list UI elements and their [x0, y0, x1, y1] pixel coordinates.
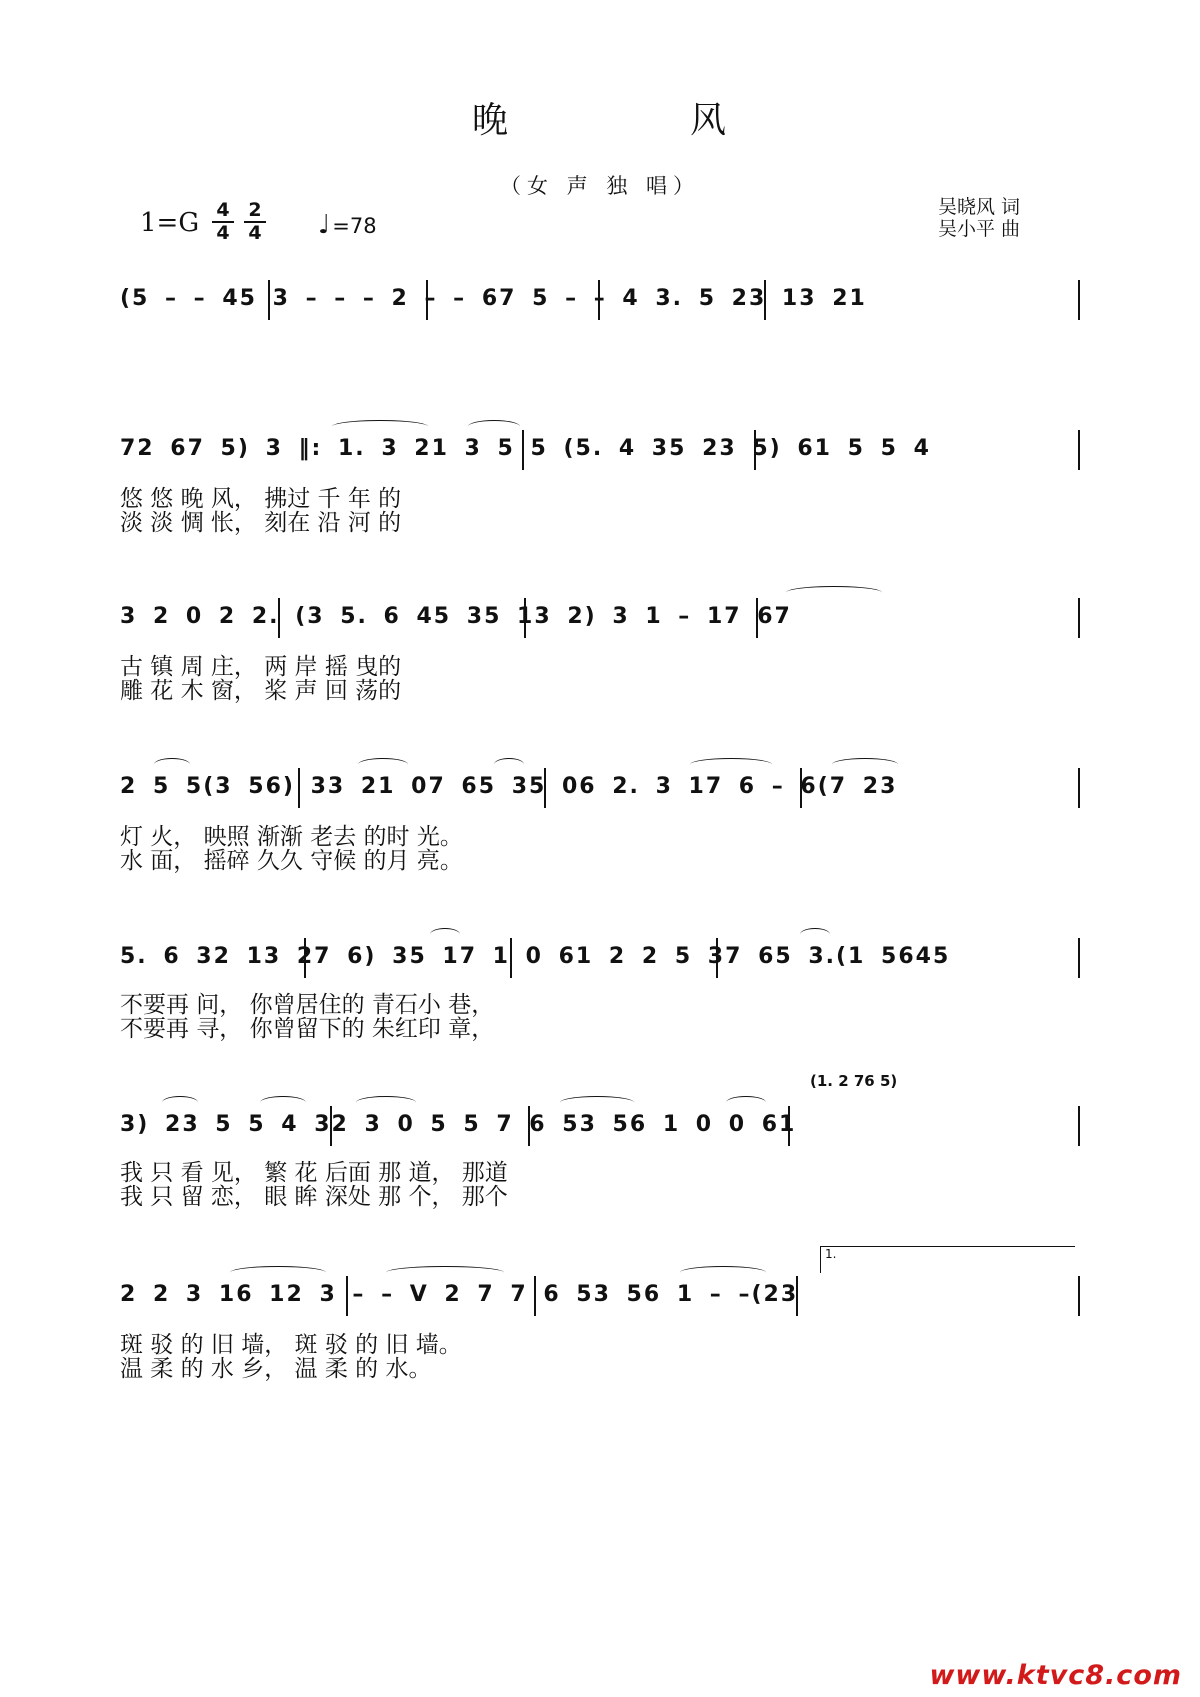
title-char-2: 风: [690, 100, 729, 141]
song-subtitle: （女 声 独 唱）: [499, 174, 701, 198]
site-watermark: www.ktvc8.com: [929, 1660, 1182, 1691]
time-signature-1: [212, 200, 234, 244]
barline: [278, 598, 280, 638]
slur: [832, 758, 898, 771]
notation-line: 5. 6 32 13 27 6) 35 17 1 0 61 2 2 5 37 65 3.(1 5645: [120, 944, 951, 969]
barline: [1078, 430, 1080, 470]
slur: [430, 928, 460, 941]
slur: [726, 1096, 766, 1109]
barline: [598, 280, 600, 320]
notation-line: 2 5 5(3 56) 33 21 07 65 35 06 2. 3 17 6 – 6(7 23: [120, 774, 898, 799]
optional-passage: (1. 2 76 5): [810, 1072, 898, 1090]
slur: [560, 1096, 634, 1109]
barline: [304, 938, 306, 978]
lyrics-verse-1: 悠 悠 晚 风， 拂过 千 年 的: [120, 486, 402, 512]
barline: [1078, 280, 1080, 320]
lyrics-verse-2: 淡 淡 惆 怅， 刻在 沿 河 的: [120, 510, 402, 536]
barline: [1078, 598, 1080, 638]
barline: [1078, 768, 1080, 808]
time2-denominator: 4: [244, 221, 266, 244]
barline: [788, 1106, 790, 1146]
slur: [386, 1266, 504, 1279]
barline: [1078, 1106, 1080, 1146]
quarter-note-icon: ♩: [318, 210, 331, 240]
slur: [162, 1096, 198, 1109]
barline: [796, 1276, 798, 1316]
notation-line: 3 2 0 2 2. (3 5. 6 45 35 13 2) 3 1 – 17 67: [120, 604, 792, 629]
barline: [528, 1106, 530, 1146]
slur: [154, 758, 190, 771]
lyrics-verse-1: 我 只 看 见， 繁 花 后面 那 道， 那道: [120, 1160, 508, 1186]
title-char-1: 晚: [471, 100, 510, 141]
barline: [756, 598, 758, 638]
song-title: [0, 92, 1200, 143]
barline: [346, 1276, 348, 1316]
barline: [800, 768, 802, 808]
slur: [800, 928, 830, 941]
slur: [230, 1266, 326, 1279]
lyrics-verse-1: 灯 火， 映照 渐渐 老去 的时 光。: [120, 824, 463, 850]
lyrics-verse-2: 雕 花 木 窗， 桨 声 回 荡的: [120, 678, 402, 704]
tempo-marking: [318, 210, 377, 240]
time-signature-2: [244, 200, 266, 244]
key-signature: 1=G: [140, 208, 200, 238]
barline: [522, 430, 524, 470]
barline: [268, 280, 270, 320]
first-ending-bracket: 1.: [820, 1246, 1075, 1273]
notation-line: 2 2 3 16 12 3 – – V 2 7 7 6 53 56 1 – –(23: [120, 1282, 799, 1307]
slur: [260, 1096, 306, 1109]
lyricist-credit: 吴晓风 词: [938, 196, 1021, 218]
lyrics-verse-1: 不要再 问， 你曾居住的 青石小 巷，: [120, 992, 495, 1018]
barline: [754, 430, 756, 470]
lyrics-verse-2: 温 柔 的 水 乡， 温 柔 的 水。: [120, 1356, 432, 1382]
barline: [330, 1106, 332, 1146]
barline: [510, 938, 512, 978]
barline: [1078, 938, 1080, 978]
slur: [358, 758, 408, 771]
barline: [716, 938, 718, 978]
barline: [298, 768, 300, 808]
slur: [494, 758, 524, 771]
lyrics-verse-2: 我 只 留 恋， 眼 眸 深处 那 个， 那个: [120, 1184, 508, 1210]
lyrics-verse-1: 古 镇 周 庄， 两 岸 摇 曳的: [120, 654, 402, 680]
notation-line: (5 – – 45 3 – – – 2 – – 67 5 – – 4 3. 5 23 13 21: [120, 286, 867, 311]
slur: [786, 586, 882, 599]
slur: [680, 1266, 766, 1279]
barline: [534, 1276, 536, 1316]
tempo-value: =78: [332, 214, 377, 238]
time1-denominator: 4: [212, 221, 234, 244]
lyrics-verse-2: 水 面， 摇碎 久久 守候 的月 亮。: [120, 848, 463, 874]
time2-numerator: 2: [248, 199, 262, 221]
slur: [332, 420, 428, 433]
barline: [426, 280, 428, 320]
barline: [524, 598, 526, 638]
notation-line: 72 67 5) 3 ‖: 1. 3 21 3 5 5 (5. 4 35 23 5) 61 5 5 4: [120, 436, 931, 461]
slur: [356, 1096, 416, 1109]
barline: [764, 280, 766, 320]
lyrics-verse-1: 斑 驳 的 旧 墙， 斑 驳 的 旧 墙。: [120, 1332, 462, 1358]
barline: [1078, 1276, 1080, 1316]
lyrics-verse-2: 不要再 寻， 你曾留下的 朱红印 章，: [120, 1016, 495, 1042]
slur: [468, 420, 520, 433]
slur: [690, 758, 772, 771]
barline: [544, 768, 546, 808]
composer-credit: 吴小平 曲: [938, 218, 1021, 240]
time1-numerator: 4: [216, 199, 230, 221]
notation-line: 3) 23 5 5 4 32 3 0 5 5 7 6 53 56 1 0 0 61: [120, 1112, 797, 1137]
